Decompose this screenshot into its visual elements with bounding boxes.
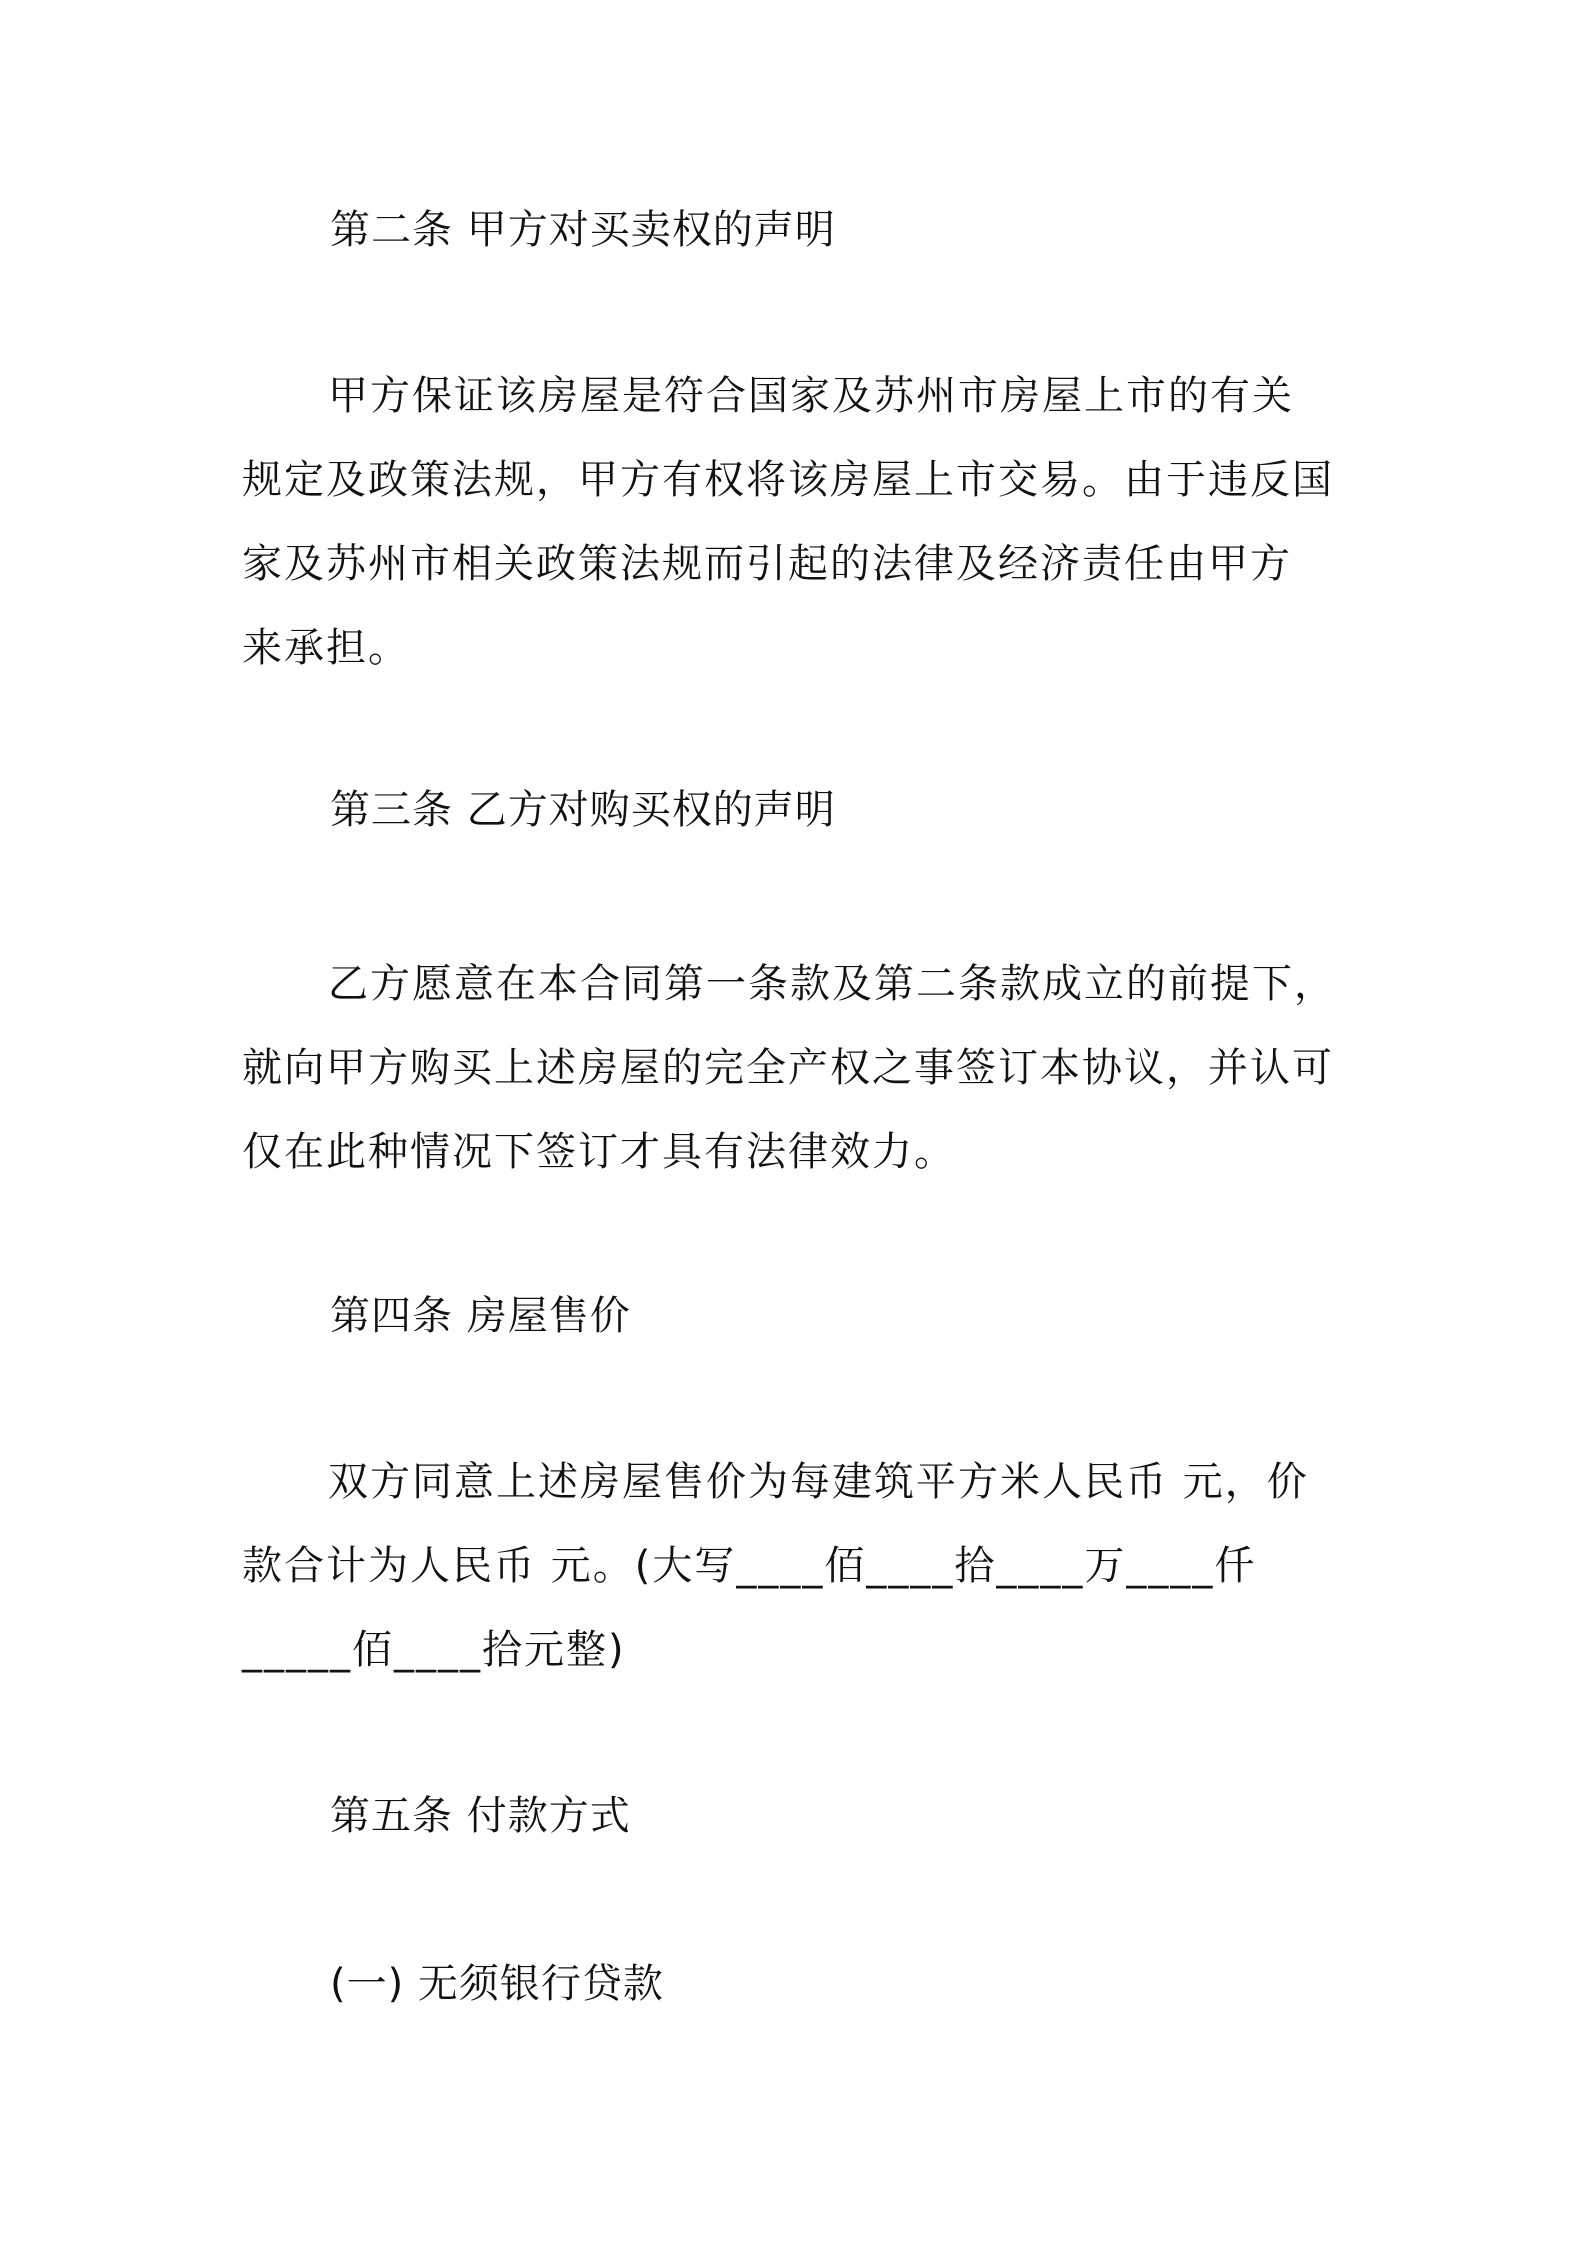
section-2-paragraph (242, 354, 1362, 690)
paragraph-line: 来承担。 (242, 625, 410, 671)
paragraph-line: 甲方保证该房屋是符合国家及苏州市房屋上市的有关 (328, 373, 1294, 419)
section-4-heading: 第四条 房屋售价 (330, 1293, 631, 1339)
paragraph-line: 就向甲方购买上述房屋的完全产权之事签订本协议，并认可 (242, 1045, 1334, 1091)
paragraph-line: 款合计为人民币 元。(大写____佰____拾____万____仟 (242, 1543, 1257, 1589)
paragraph-line: 乙方愿意在本合同第一条款及第二条款成立的前提下， (328, 961, 1336, 1007)
paragraph-line: 仅在此种情况下签订才具有法律效力。 (242, 1129, 956, 1175)
paragraph-line: 规定及政策法规，甲方有权将该房屋上市交易。由于违反国 (242, 457, 1334, 503)
section-5-heading: 第五条 付款方式 (330, 1793, 631, 1839)
paragraph-line: 双方同意上述房屋售价为每建筑平方米人民币 元，价 (328, 1459, 1309, 1505)
section-2-heading: 第二条 甲方对买卖权的声明 (330, 207, 836, 253)
paragraph-line: _____佰____拾元整) (242, 1627, 626, 1673)
section-4-paragraph (242, 1440, 1362, 1692)
section-3-heading: 第三条 乙方对购买权的声明 (330, 787, 836, 833)
paragraph-line: 家及苏州市相关政策法规而引起的法律及经济责任由甲方 (242, 541, 1292, 587)
subsection-1-heading: (一) 无须银行贷款 (330, 1961, 664, 2007)
section-3-paragraph (242, 942, 1362, 1194)
